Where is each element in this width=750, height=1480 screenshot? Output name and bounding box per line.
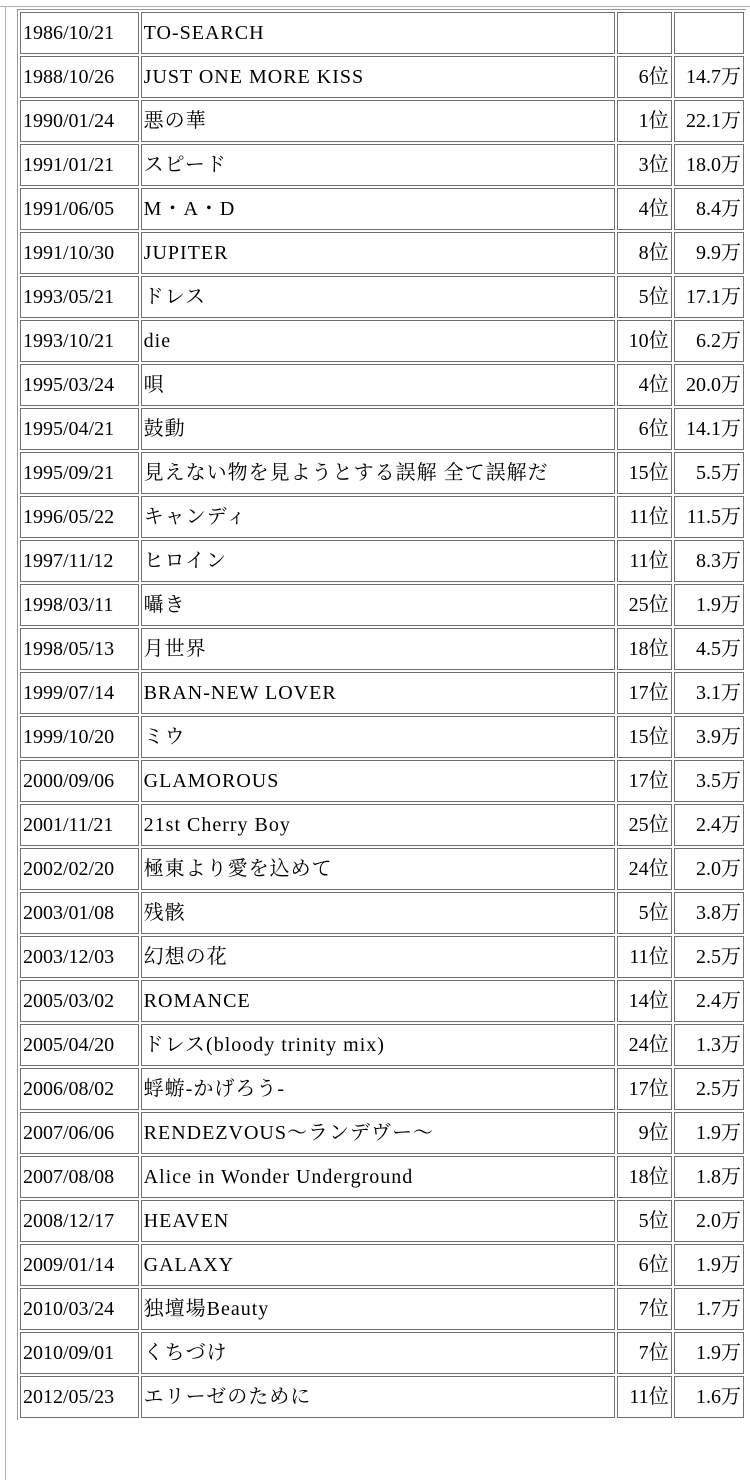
title-cell: M・A・D [141, 188, 616, 230]
chart-rank-cell: 17位 [617, 672, 671, 714]
title-cell: ROMANCE [141, 980, 616, 1022]
sales-cell: 3.5万 [674, 760, 744, 802]
chart-rank-cell: 25位 [617, 804, 671, 846]
title-cell: 独壇場Beauty [141, 1288, 616, 1330]
release-date-cell: 1993/05/21 [20, 276, 139, 318]
title-cell: 月世界 [141, 628, 616, 670]
title-cell: ヒロイン [141, 540, 616, 582]
chart-rank-cell: 5位 [617, 276, 671, 318]
sales-cell: 20.0万 [674, 364, 744, 406]
title-cell: GALAXY [141, 1244, 616, 1286]
title-cell: JUPITER [141, 232, 616, 274]
table-row [20, 628, 744, 670]
sales-cell: 2.4万 [674, 980, 744, 1022]
chart-rank-cell: 6位 [617, 408, 671, 450]
left-divider [5, 6, 6, 1480]
release-date-cell: 2007/06/06 [20, 1112, 139, 1154]
release-date-cell: 2012/05/23 [20, 1376, 139, 1418]
table-row [20, 100, 744, 142]
table-row [20, 408, 744, 450]
chart-rank-cell: 3位 [617, 144, 671, 186]
title-cell: 見えない物を見ようとする誤解 全て誤解だ [141, 452, 616, 494]
table-row [20, 1112, 744, 1154]
chart-rank-cell: 1位 [617, 100, 671, 142]
sales-cell: 5.5万 [674, 452, 744, 494]
table-row [20, 1156, 744, 1198]
release-date-cell: 2010/09/01 [20, 1332, 139, 1374]
sales-cell: 1.9万 [674, 1112, 744, 1154]
table-row [20, 716, 744, 758]
release-date-cell: 2002/02/20 [20, 848, 139, 890]
title-cell: 鼓動 [141, 408, 616, 450]
sales-cell: 1.6万 [674, 1376, 744, 1418]
chart-rank-cell: 4位 [617, 188, 671, 230]
release-date-cell: 2003/01/08 [20, 892, 139, 934]
sales-cell: 1.9万 [674, 1332, 744, 1374]
release-date-cell: 2008/12/17 [20, 1200, 139, 1242]
title-cell: TO-SEARCH [141, 12, 616, 54]
table-row [20, 804, 744, 846]
table-row [20, 496, 744, 538]
sales-cell: 2.0万 [674, 848, 744, 890]
chart-rank-cell: 7位 [617, 1332, 671, 1374]
chart-rank-cell: 10位 [617, 320, 671, 362]
table-row [20, 892, 744, 934]
release-date-cell: 1991/01/21 [20, 144, 139, 186]
title-cell: 幻想の花 [141, 936, 616, 978]
sales-cell: 2.5万 [674, 936, 744, 978]
top-divider [0, 6, 750, 7]
sales-cell: 6.2万 [674, 320, 744, 362]
release-date-cell: 2005/03/02 [20, 980, 139, 1022]
title-cell: ドレス(bloody trinity mix) [141, 1024, 616, 1066]
release-date-cell: 1999/07/14 [20, 672, 139, 714]
chart-rank-cell: 6位 [617, 56, 671, 98]
chart-rank-cell: 15位 [617, 452, 671, 494]
release-date-cell: 1995/04/21 [20, 408, 139, 450]
table-row [20, 276, 744, 318]
table-row [20, 1332, 744, 1374]
release-date-cell: 1999/10/20 [20, 716, 139, 758]
title-cell: 蜉蝣-かげろう- [141, 1068, 616, 1110]
title-cell: HEAVEN [141, 1200, 616, 1242]
chart-rank-cell: 6位 [617, 1244, 671, 1286]
table-row [20, 672, 744, 714]
chart-rank-cell: 5位 [617, 892, 671, 934]
table-row [20, 760, 744, 802]
sales-cell: 14.7万 [674, 56, 744, 98]
release-date-cell: 1986/10/21 [20, 12, 139, 54]
title-cell: RENDEZVOUS〜ランデヴー〜 [141, 1112, 616, 1154]
title-cell: 唄 [141, 364, 616, 406]
release-date-cell: 1995/09/21 [20, 452, 139, 494]
title-cell: die [141, 320, 616, 362]
chart-rank-cell: 18位 [617, 628, 671, 670]
table-row [20, 980, 744, 1022]
chart-rank-cell: 5位 [617, 1200, 671, 1242]
release-date-cell: 2006/08/02 [20, 1068, 139, 1110]
sales-cell: 17.1万 [674, 276, 744, 318]
chart-rank-cell: 18位 [617, 1156, 671, 1198]
release-date-cell: 1991/06/05 [20, 188, 139, 230]
table-row [20, 1376, 744, 1418]
sales-cell: 14.1万 [674, 408, 744, 450]
table-row [20, 364, 744, 406]
table-row [20, 540, 744, 582]
title-cell: BRAN-NEW LOVER [141, 672, 616, 714]
sales-cell: 11.5万 [674, 496, 744, 538]
sales-cell: 1.3万 [674, 1024, 744, 1066]
title-cell: くちづけ [141, 1332, 616, 1374]
sales-cell: 1.9万 [674, 1244, 744, 1286]
chart-rank-cell: 11位 [617, 1376, 671, 1418]
release-date-cell: 2010/03/24 [20, 1288, 139, 1330]
chart-rank-cell: 25位 [617, 584, 671, 626]
chart-rank-cell: 17位 [617, 1068, 671, 1110]
release-date-cell: 1998/05/13 [20, 628, 139, 670]
release-date-cell: 1993/10/21 [20, 320, 139, 362]
title-cell: Alice in Wonder Underground [141, 1156, 616, 1198]
table-row [20, 1200, 744, 1242]
table-row [20, 1024, 744, 1066]
sales-cell [674, 12, 744, 54]
sales-cell: 3.1万 [674, 672, 744, 714]
title-cell: スピード [141, 144, 616, 186]
chart-rank-cell: 15位 [617, 716, 671, 758]
table-row [20, 56, 744, 98]
chart-rank-cell [617, 12, 671, 54]
chart-rank-cell: 17位 [617, 760, 671, 802]
title-cell: ミウ [141, 716, 616, 758]
sales-cell: 3.8万 [674, 892, 744, 934]
chart-rank-cell: 8位 [617, 232, 671, 274]
sales-cell: 2.4万 [674, 804, 744, 846]
table-row [20, 144, 744, 186]
release-date-cell: 2003/12/03 [20, 936, 139, 978]
table-row [20, 936, 744, 978]
sales-cell: 1.9万 [674, 584, 744, 626]
sales-cell: 8.4万 [674, 188, 744, 230]
singles-table [17, 9, 746, 1420]
sales-cell: 1.8万 [674, 1156, 744, 1198]
table-row [20, 12, 744, 54]
sales-cell: 22.1万 [674, 100, 744, 142]
table-row [20, 1244, 744, 1286]
release-date-cell: 1990/01/24 [20, 100, 139, 142]
chart-rank-cell: 24位 [617, 848, 671, 890]
release-date-cell: 2005/04/20 [20, 1024, 139, 1066]
sales-cell: 2.5万 [674, 1068, 744, 1110]
table-row [20, 848, 744, 890]
sales-cell: 8.3万 [674, 540, 744, 582]
table-row [20, 1068, 744, 1110]
title-cell: GLAMOROUS [141, 760, 616, 802]
singles-table-body [20, 12, 744, 1418]
release-date-cell: 1988/10/26 [20, 56, 139, 98]
table-row [20, 452, 744, 494]
table-row [20, 320, 744, 362]
title-cell: ドレス [141, 276, 616, 318]
chart-rank-cell: 9位 [617, 1112, 671, 1154]
title-cell: 21st Cherry Boy [141, 804, 616, 846]
title-cell: 囁き [141, 584, 616, 626]
sales-cell: 4.5万 [674, 628, 744, 670]
table-row [20, 1288, 744, 1330]
release-date-cell: 1991/10/30 [20, 232, 139, 274]
release-date-cell: 1998/03/11 [20, 584, 139, 626]
chart-rank-cell: 11位 [617, 496, 671, 538]
chart-rank-cell: 4位 [617, 364, 671, 406]
chart-rank-cell: 11位 [617, 936, 671, 978]
sales-cell: 1.7万 [674, 1288, 744, 1330]
sales-cell: 2.0万 [674, 1200, 744, 1242]
release-date-cell: 2001/11/21 [20, 804, 139, 846]
table-row [20, 584, 744, 626]
release-date-cell: 2009/01/14 [20, 1244, 139, 1286]
sales-cell: 9.9万 [674, 232, 744, 274]
singles-table-container [17, 9, 746, 1420]
release-date-cell: 1996/05/22 [20, 496, 139, 538]
title-cell: 極東より愛を込めて [141, 848, 616, 890]
sales-cell: 3.9万 [674, 716, 744, 758]
chart-rank-cell: 24位 [617, 1024, 671, 1066]
title-cell: エリーゼのために [141, 1376, 616, 1418]
title-cell: 残骸 [141, 892, 616, 934]
chart-rank-cell: 7位 [617, 1288, 671, 1330]
title-cell: キャンディ [141, 496, 616, 538]
chart-rank-cell: 11位 [617, 540, 671, 582]
release-date-cell: 2007/08/08 [20, 1156, 139, 1198]
table-row [20, 188, 744, 230]
release-date-cell: 1997/11/12 [20, 540, 139, 582]
title-cell: JUST ONE MORE KISS [141, 56, 616, 98]
release-date-cell: 1995/03/24 [20, 364, 139, 406]
release-date-cell: 2000/09/06 [20, 760, 139, 802]
table-row [20, 232, 744, 274]
chart-rank-cell: 14位 [617, 980, 671, 1022]
sales-cell: 18.0万 [674, 144, 744, 186]
title-cell: 悪の華 [141, 100, 616, 142]
